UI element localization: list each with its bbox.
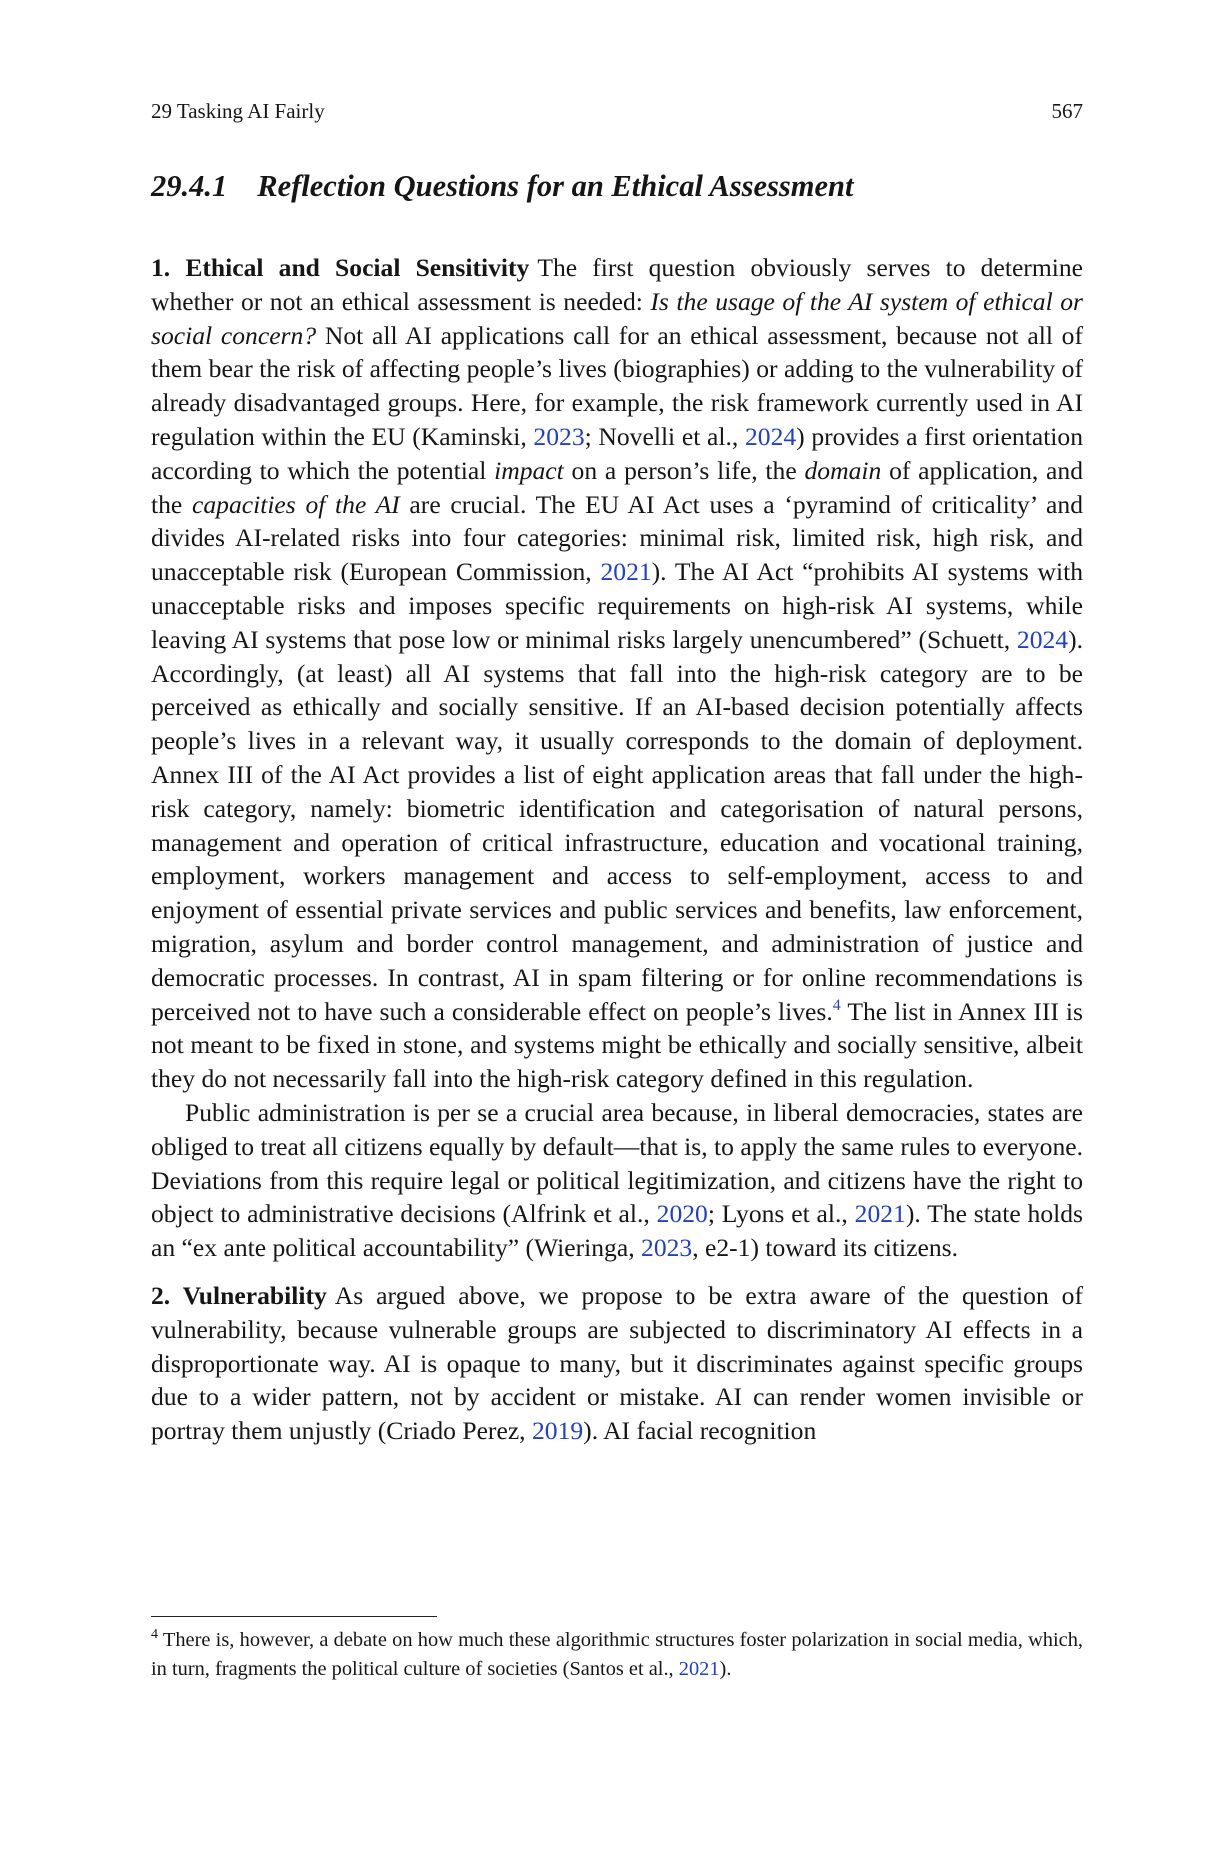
run-in-heading: 2. Vulnerability [151, 1280, 327, 1310]
text-run: of application, and the [151, 455, 1084, 519]
section-number: 29.4.1 [151, 169, 228, 203]
run-in-heading: 1. Ethical and Social Sensitivity [151, 253, 530, 282]
text-run: Not all AI applications call for an ethical assessment, because not all of them bear the risk of affecting people’s lives (biographies) or adding to the vulnerability of already disadvantaged groups. Here, for example, the risk framework currently used in AI regulation within the EU (Kaminski, [151, 320, 1084, 451]
citation-link[interactable]: 2024 [1016, 624, 1069, 654]
text-run: ; Lyons et al., [707, 1199, 855, 1229]
text-run: Public administration is per se a crucial area because, in liberal democracies, states are obliged to treat all citizens equally by default—that is, to apply the same rules to everyone. Deviations from this require legal or political legitimization, and citizens have the right to object to administrative decisions (Alfrink et al., [151, 1097, 1083, 1229]
text-run: As argued above, we propose to be extra aware of the question of vulnerability, because vulnerable groups are subjected to discriminatory AI effects in a disproportionate way. AI is opaque to many, but it discriminates against specific groups due to a wider pattern, not by accident or mistake. AI can render women invisible or portray them unjustly (Criado Perez, [151, 1280, 1083, 1446]
citation-link[interactable]: 2019 [531, 1416, 584, 1446]
citation-link[interactable]: 2024 [744, 421, 797, 451]
paragraph-vulnerability [151, 1279, 1083, 1448]
citation-link[interactable]: 2021 [600, 557, 652, 587]
citation-link[interactable]: 2021 [854, 1199, 906, 1229]
text-run: The list in Annex III is not meant to be fixed in stone, and systems might be ethically and socially sensitive, albeit they do not necessarily fall into the high-risk category defined in this regulation. [151, 996, 1083, 1094]
citation-link[interactable]: 2020 [656, 1199, 708, 1229]
text-run: are crucial. The EU AI Act uses a ‘pyramind of criticality’ and divides AI-related risks into four categories: minimal risk, limited risk, high risk, and unacceptable risk (European Commission, [151, 489, 1084, 587]
footnote [151, 1626, 1083, 1683]
text-run: ; Novelli et al., [584, 421, 745, 451]
footnote-marker: 4 [151, 1627, 158, 1642]
paragraph-public-administration [151, 1096, 1083, 1265]
citation-link[interactable]: 2021 [678, 1657, 720, 1680]
emphasis-text: capacities of the AI [191, 489, 400, 519]
text-run: ) provides a first orientation according to which the potential [151, 421, 1084, 485]
footnote-divider [151, 1616, 437, 1617]
text-run: , e2-1) toward its citizens. [692, 1233, 959, 1263]
text-run: ). The AI Act “prohibits AI systems with unacceptable risks and imposes specific requirements on high-risk AI systems, while leaving AI systems that pose low or minimal risks largely unencumbered” (Schuett, [151, 557, 1083, 654]
page-number: 567 [1051, 99, 1083, 123]
footnote-text: There is, however, a debate on how much these algorithmic structures foster polarization in social media, which, in turn, fragments the political culture of societies (Santos et al., [151, 1629, 1083, 1680]
citation-link[interactable]: 2023 [641, 1233, 693, 1263]
body-text [151, 251, 1083, 1448]
text-run: ). The state holds an “ex ante political accountability” (Wieringa, [151, 1199, 1083, 1263]
paragraph-ethical-social-sensitivity [151, 251, 1083, 1096]
emphasis-text: domain [804, 455, 882, 485]
text-run: on a person’s life, the [563, 455, 805, 485]
citation-link[interactable]: 2023 [533, 421, 585, 451]
text-run: ). Accordingly, (at least) all AI systems that fall into the high-risk category are to be perceived as ethically and socially sensitive. If an AI-based decision potentially affects people’s lives in a relevant way, it usually corresponds to the domain of deployment. Annex III of the AI Act provides a list of eight application areas that fall under the high-risk category, namely: biometric identification and categorisation of natural persons, management and operation of critical infrastructure, education and vocational training, employment, workers management and access to self-employment, access to and enjoyment of essential private services and public services and benefits, law enforcement, migration, asylum and border control management, and administration of justice and democratic processes. In contrast, AI in spam filtering or for online recommendations is perceived not to have such a considerable effect on people’s lives. [151, 624, 1083, 1026]
section-title [151, 167, 1083, 205]
footnote-reference[interactable]: 4 [832, 996, 841, 1014]
emphasis-text: impact [494, 455, 564, 485]
running-head-chapter: 29 Tasking AI Fairly [151, 99, 325, 123]
question-text: Is the usage of the AI system of ethical or social concern? [151, 286, 1083, 350]
section-title-text: Reflection Questions for an Ethical Assessment [257, 169, 854, 203]
text-run: The first question obviously serves to determine whether or not an ethical assessment is needed: [151, 253, 1083, 316]
footnote-text: ). [719, 1657, 732, 1680]
text-run: ). AI facial recognition [583, 1416, 817, 1446]
